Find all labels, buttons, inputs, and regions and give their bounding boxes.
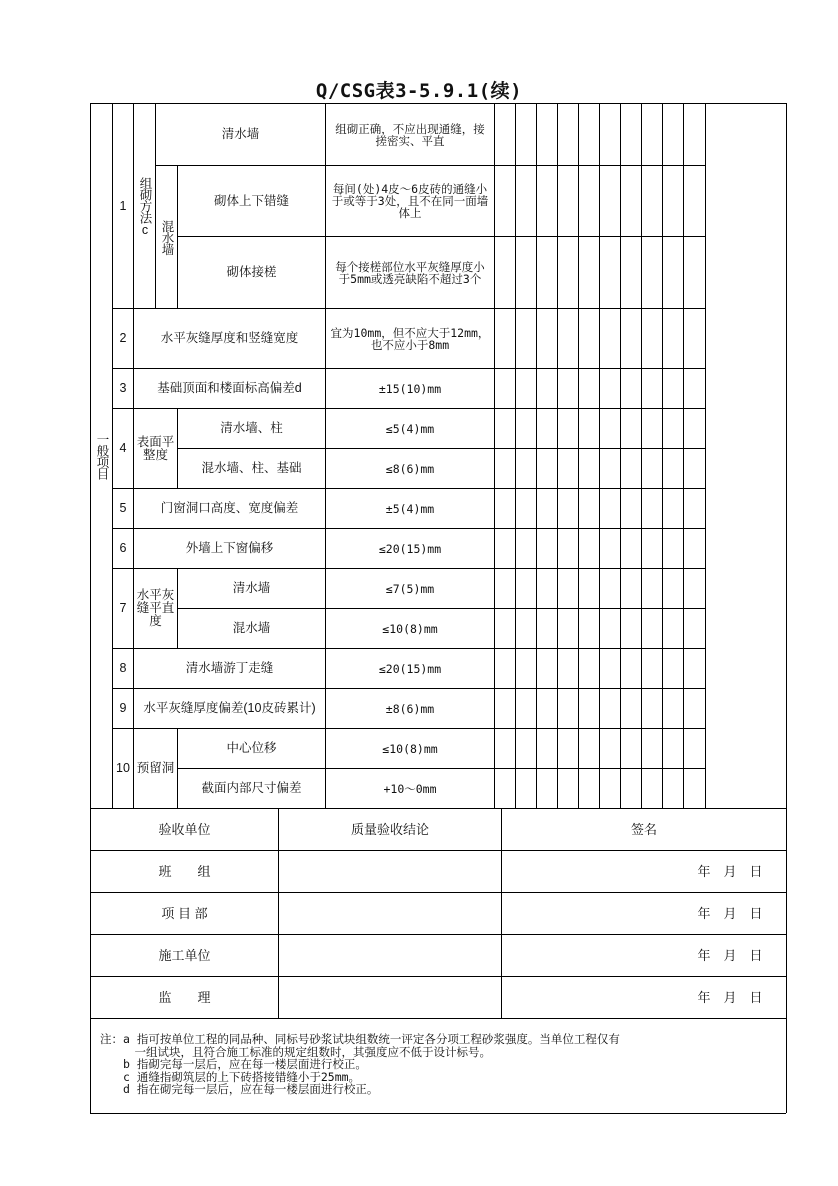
item-standard: +10～0mm (383, 781, 437, 796)
acceptance-unit: 项 目 部 (161, 906, 208, 921)
item-standard: 每个接槎部位水平灰缝厚度小于5mm或透亮缺陷不超过3个 (335, 259, 485, 286)
item-standard: ≤20(15)mm (378, 661, 442, 676)
item-name: 水平灰缝厚度和竖缝宽度 (160, 331, 299, 345)
acceptance-conclusion-field[interactable] (279, 851, 501, 892)
item-name: 门窗洞口高度、宽度偏差 (160, 501, 299, 515)
item-name: 混水墙、柱、基础 (201, 461, 302, 475)
footnote-line: 一组试块，且符合施工标准的规定组数时，其强度应不低于设计标号。 (100, 1044, 491, 1059)
item-name: 砌体接槎 (226, 265, 277, 279)
item-standard: ≤8(6)mm (385, 461, 435, 476)
item-number: 9 (119, 701, 127, 715)
item-name: 清水墙 (221, 127, 260, 141)
acceptance-header-signature: 签名 (630, 822, 657, 837)
item-name: 中心位移 (226, 741, 277, 755)
acceptance-date: 年 月 日 (697, 864, 763, 879)
item-standard: ≤20(15)mm (378, 541, 442, 556)
item-number: 1 (119, 198, 127, 213)
acceptance-header-unit: 验收单位 (158, 822, 211, 837)
item-name: 混水墙 (232, 621, 271, 635)
footnote-line: 注：a 指可按单位工程的同品种、同标号砂浆试块组数统一评定各分项工程砂浆强度。当单位工程仅有 (100, 1032, 620, 1046)
acceptance-header-conclusion: 质量验收结论 (350, 822, 429, 837)
item-name: 清水墙游丁走缝 (185, 661, 274, 675)
item-group-label: 预留洞 (136, 761, 175, 775)
acceptance-unit: 施工单位 (158, 948, 211, 963)
item-standard: ≤10(8)mm (382, 741, 438, 756)
item-group-label: 表面平整度 (136, 434, 175, 462)
item-standard: 每间(处)4皮～6皮砖的通缝小于或等于3处，且不在同一面墙体上 (331, 182, 489, 220)
acceptance-unit: 班 组 (158, 864, 211, 879)
item-number: 5 (119, 501, 127, 515)
acceptance-conclusion-field[interactable] (279, 977, 501, 1018)
acceptance-date: 年 月 日 (697, 906, 763, 921)
item-standard: ±15(10)mm (378, 381, 442, 396)
item-name: 砌体上下错缝 (213, 193, 289, 208)
acceptance-date: 年 月 日 (697, 948, 763, 963)
acceptance-conclusion-field[interactable] (279, 893, 501, 934)
item-name: 外墙上下窗偏移 (185, 541, 274, 555)
item-number: 3 (119, 381, 127, 395)
item-standard: 宜为10mm，但不应大于12mm，也不应小于8mm (330, 325, 490, 352)
acceptance-date: 年 月 日 (697, 990, 763, 1005)
acceptance-conclusion-field[interactable] (279, 935, 501, 976)
item-standard: ≤10(8)mm (382, 621, 438, 636)
item-number: 10 (116, 761, 130, 775)
item-standard: ±5(4)mm (385, 501, 435, 516)
item-subgroup-label: 混水墙 (160, 219, 174, 255)
item-number: 4 (119, 441, 127, 455)
footnote-line: d 指在砌完每一层后，应在每一楼层面进行校正。 (100, 1082, 379, 1096)
item-name: 清水墙、柱 (220, 421, 283, 435)
item-name: 清水墙 (232, 581, 271, 595)
item-standard: ≤7(5)mm (385, 581, 435, 596)
item-name: 基础顶面和楼面标高偏差d (157, 381, 302, 395)
acceptance-unit: 监 理 (158, 990, 211, 1005)
item-number: 7 (119, 601, 127, 615)
item-standard: ≤5(4)mm (385, 421, 435, 436)
footnote-line: c 通缝指砌筑层的上下砖搭接错缝小于25mm。 (100, 1069, 361, 1084)
item-number: 8 (119, 661, 127, 675)
item-number: 6 (119, 541, 127, 555)
item-group-label: 水平灰缝平直度 (136, 588, 175, 628)
form-title: Q/CSG表3-5.9.1(续) (315, 80, 523, 102)
item-standard: ±8(6)mm (385, 701, 435, 716)
item-name: 水平灰缝厚度偏差(10皮砖累计) (143, 701, 316, 715)
item-number: 2 (119, 331, 127, 345)
item-group-label: 组砌方法c (138, 176, 152, 236)
category-label: 一般项目 (95, 433, 109, 479)
footnotes (100, 1033, 770, 1096)
item-standard: 组砌正确，不应出现通缝，接搓密实、平直 (335, 121, 485, 148)
item-name: 截面内部尺寸偏差 (201, 781, 302, 795)
footnote-line: b 指砌完每一层后，应在每一楼层面进行校正。 (100, 1057, 367, 1071)
